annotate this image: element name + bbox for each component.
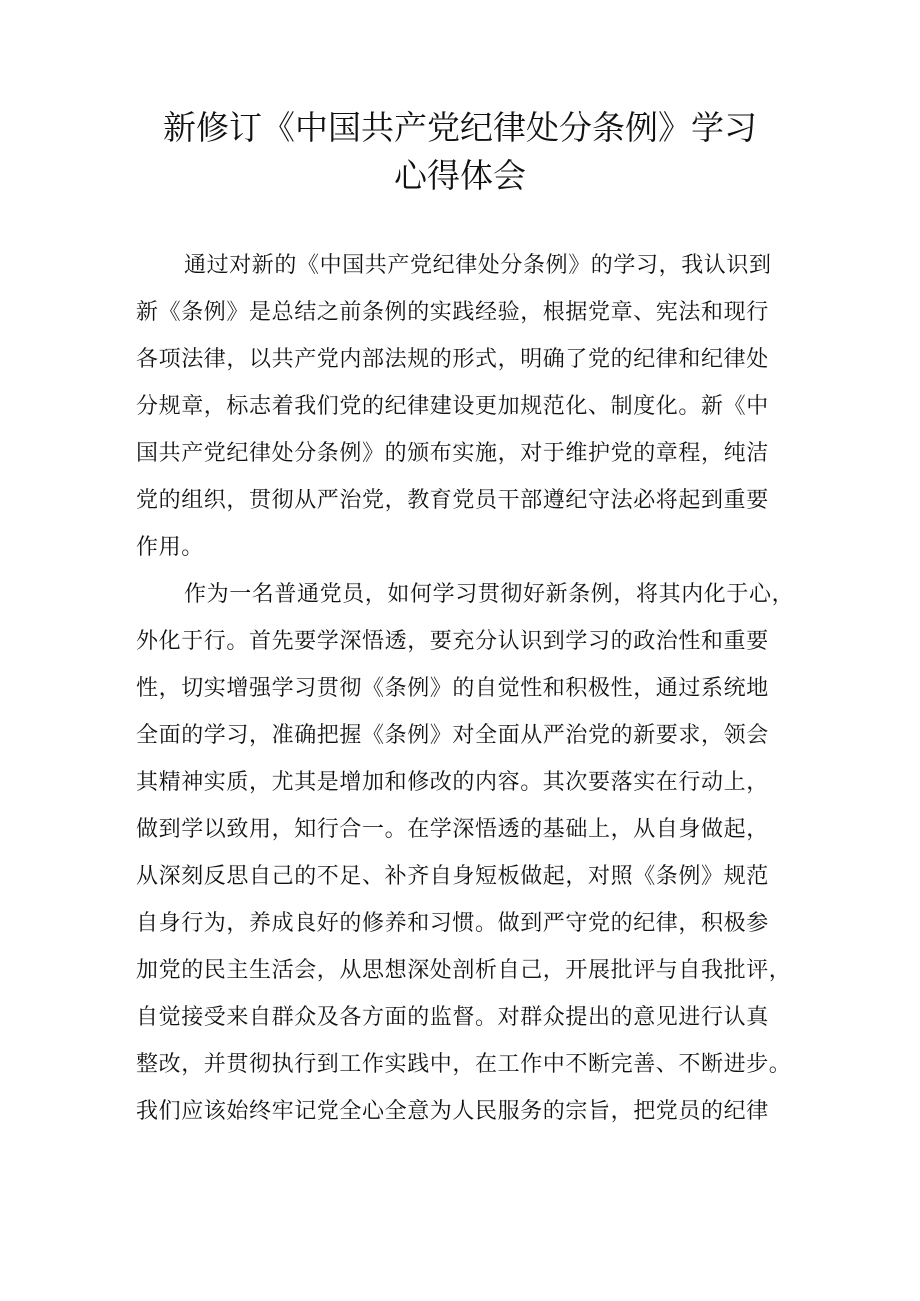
paragraph-line: 外化于行。首先要学深悟透，要充分认识到学习的政治性和重要 — [136, 629, 769, 654]
paragraph-line: 性，切实增强学习贯彻《条例》的自觉性和积极性，通过系统地 — [136, 676, 769, 701]
paragraph-line: 作为一名普通党员，如何学习贯彻好新条例，将其内化于心， — [184, 582, 795, 607]
paragraph-1 — [136, 242, 786, 571]
paragraph-line: 自身行为，养成良好的修养和习惯。做到严守党的纪律，积极参 — [136, 911, 769, 936]
paragraph-line: 党的组织，贯彻从严治党，教育党员干部遵纪守法必将起到重要 — [136, 488, 769, 513]
paragraph-line: 各项法律，以共产党内部法规的形式，明确了党的纪律和纪律处 — [136, 347, 769, 372]
document-title — [0, 104, 920, 200]
paragraph-2 — [136, 571, 795, 1135]
paragraph-line: 加党的民主生活会，从思想深处剖析自己，开展批评与自我批评， — [136, 958, 792, 983]
paragraph-line: 我们应该始终牢记党全心全意为人民服务的宗旨，把党员的纪律 — [136, 1099, 769, 1124]
paragraph-line: 国共产党纪律处分条例》的颁布实施，对于维护党的章程，纯洁 — [136, 441, 769, 466]
document-body — [136, 242, 795, 1135]
paragraph-line: 通过对新的《中国共产党纪律处分条例》的学习，我认识到 — [184, 253, 772, 278]
paragraph-line: 分规章，标志着我们党的纪律建设更加规范化、制度化。新《中 — [136, 394, 769, 419]
paragraph-line: 自觉接受来自群众及各方面的监督。对群众提出的意见进行认真 — [136, 1005, 769, 1030]
paragraph-line: 新《条例》是总结之前条例的实践经验，根据党章、宪法和现行 — [136, 300, 769, 325]
paragraph-line: 做到学以致用，知行合一。在学深悟透的基础上，从自身做起， — [136, 817, 769, 842]
paragraph-line: 作用。 — [136, 535, 204, 560]
title-line: 新修订《中国共产党纪律处分条例》学习 — [163, 108, 757, 147]
title-line: 心得体会 — [394, 156, 526, 195]
paragraph-line: 其精神实质，尤其是增加和修改的内容。其次要落实在行动上， — [136, 770, 769, 795]
paragraph-line: 整改，并贯彻执行到工作实践中，在工作中不断完善、不断进步。 — [136, 1052, 792, 1077]
paragraph-line: 从深刻反思自己的不足、补齐自身短板做起，对照《条例》规范 — [136, 864, 769, 889]
paragraph-line: 全面的学习，准确把握《条例》对全面从严治党的新要求，领会 — [136, 723, 769, 748]
